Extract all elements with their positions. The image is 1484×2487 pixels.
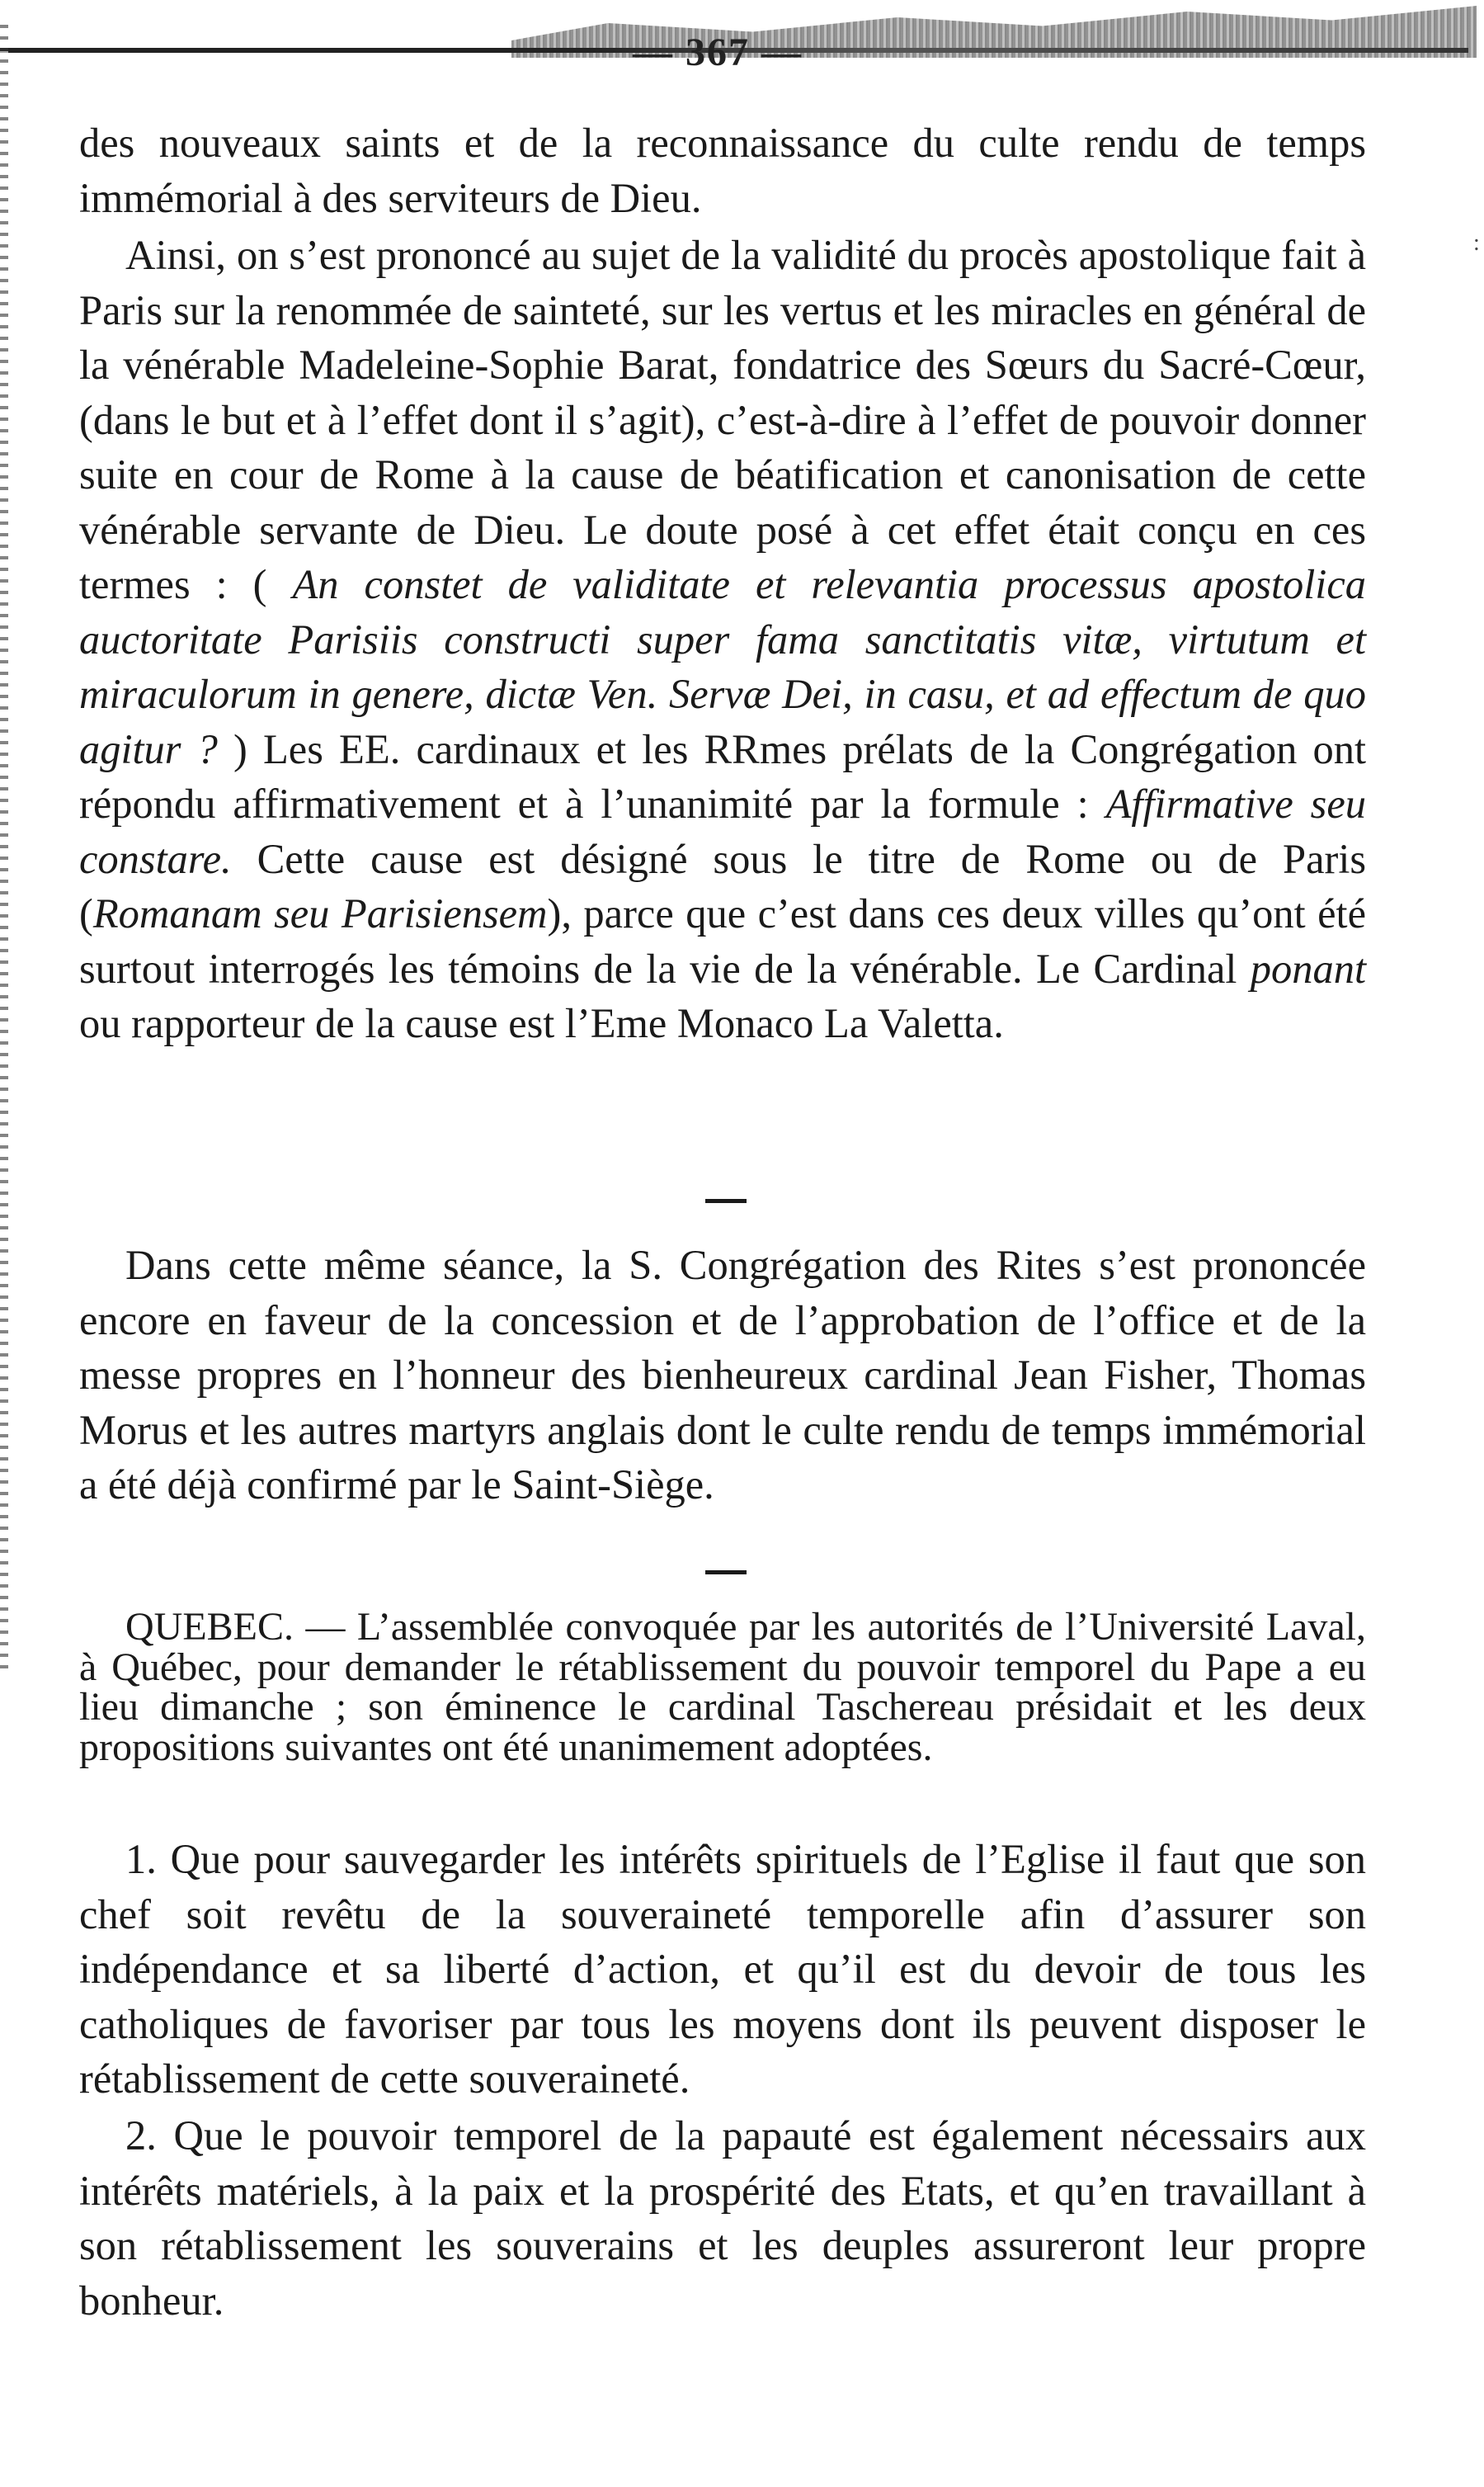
scan-artifact-right-mark: : xyxy=(1473,230,1480,256)
page-number: — 367 — xyxy=(633,31,803,74)
paragraph-3 xyxy=(79,1238,1366,1512)
paragraph-2-text xyxy=(79,228,1366,1051)
paragraph-2-mid2: Cette cause est désigné sous le titre de Rome ou de Paris ( xyxy=(79,835,1366,937)
section-separator-1 xyxy=(705,1199,747,1203)
paragraph-4-text: QUEBEC. — L’assemblée convoquée par les autorités de l’Université Laval, à Québec, pour demander le rétablissement du pouvoir temporel du Pape a eu lieu dimanche ; son éminence le cardinal Taschereau présidait et les deux propositions suivantes ont été unanimement adoptées. xyxy=(79,1605,1366,1769)
paragraph-1-text: des nouveaux saints et de la reconnaissance du culte rendu de temps immémorial à des serviteurs de Dieu. xyxy=(79,120,1366,221)
paragraph-6 xyxy=(79,2108,1366,2328)
paragraph-3-text: Dans cette même séance, la S. Congrégation des Rites s’est prononcée encore en faveur de la concession et de l’approbation de l’office et de la messe propres en l’honneur des bienheureux cardinal Jean Fisher, Thomas Morus et les autres martyrs anglais dont le culte rendu de temps immémorial a été déjà confirmé par le Saint-Siège. xyxy=(79,1242,1366,1508)
paragraph-5 xyxy=(79,1832,1366,2107)
paragraph-2-end: ou rapporteur de la cause est l’Eme Monaco La Valetta. xyxy=(79,1000,1004,1046)
latin-question: An constet de validitate et relevantia processus apostolica auctoritate Parisiis constructi super fama sanctitatis vitæ, virtutum et miraculorum in genere, dictæ Ven. Servæ Dei, in casu, et ad effectum de quo agitur ? xyxy=(79,561,1366,772)
scan-artifact-left-edge xyxy=(0,25,8,1675)
paragraph-5-text: 1. Que pour sauvegarder les intérêts spirituels de l’Eglise il faut que son chef soit revêtu de la souveraineté temporelle afin d’assurer son indépendance et sa liberté d’action, et qu’il est du devoir de tous les catholiques de favoriser par tous les moyens dont ils peuvent disposer le rétablissement de cette souveraineté. xyxy=(79,1836,1366,2102)
section-separator-2 xyxy=(705,1570,747,1574)
paragraph-6-text: 2. Que le pouvoir temporel de la papauté est également nécessairs aux intérêts matériels, à la paix et la prospérité des Etats, et qu’en travaillant à son rétablissement les souverains et les deuples assureront leur propre bonheur. xyxy=(79,2112,1366,2324)
latin-formula: Affirmative seu constare. xyxy=(79,781,1366,882)
latin-title: Romanam seu Parisiensem xyxy=(92,890,548,937)
paragraph-4 xyxy=(79,1607,1366,1767)
paragraph-2-mid3: ), parce que c’est dans ces deux villes qu’ont été surtout interrogés les témoins de la vie de la vénérable. Le Cardinal xyxy=(79,890,1366,992)
paragraph-2-start: Ainsi, on s’est prononcé au sujet de la validité du procès apostolique fait à Paris sur la renommée de sainteté, sur les vertus et les miracles en général de la vénérable Madeleine-Sophie Barat, fondatrice des Sœurs du Sacré-Cœur, (dans le but et à l’effet dont il s’agit), c’est-à-dire à l’effet de pouvoir donner suite en cour de Rome à la cause de béatification et canonisation de cette vénérable servante de Dieu. Le doute posé à cet effet était conçu en ces termes : ( xyxy=(79,232,1366,607)
term-ponant: ponant xyxy=(1250,945,1366,992)
paragraph-2-mid: ) Les EE. cardinaux et les RRmes prélats de la Congrégation ont répondu affirmativement et à l’unanimité par la formule : xyxy=(79,725,1367,827)
paragraph-2 xyxy=(79,228,1366,1051)
paragraph-1 xyxy=(79,116,1366,225)
